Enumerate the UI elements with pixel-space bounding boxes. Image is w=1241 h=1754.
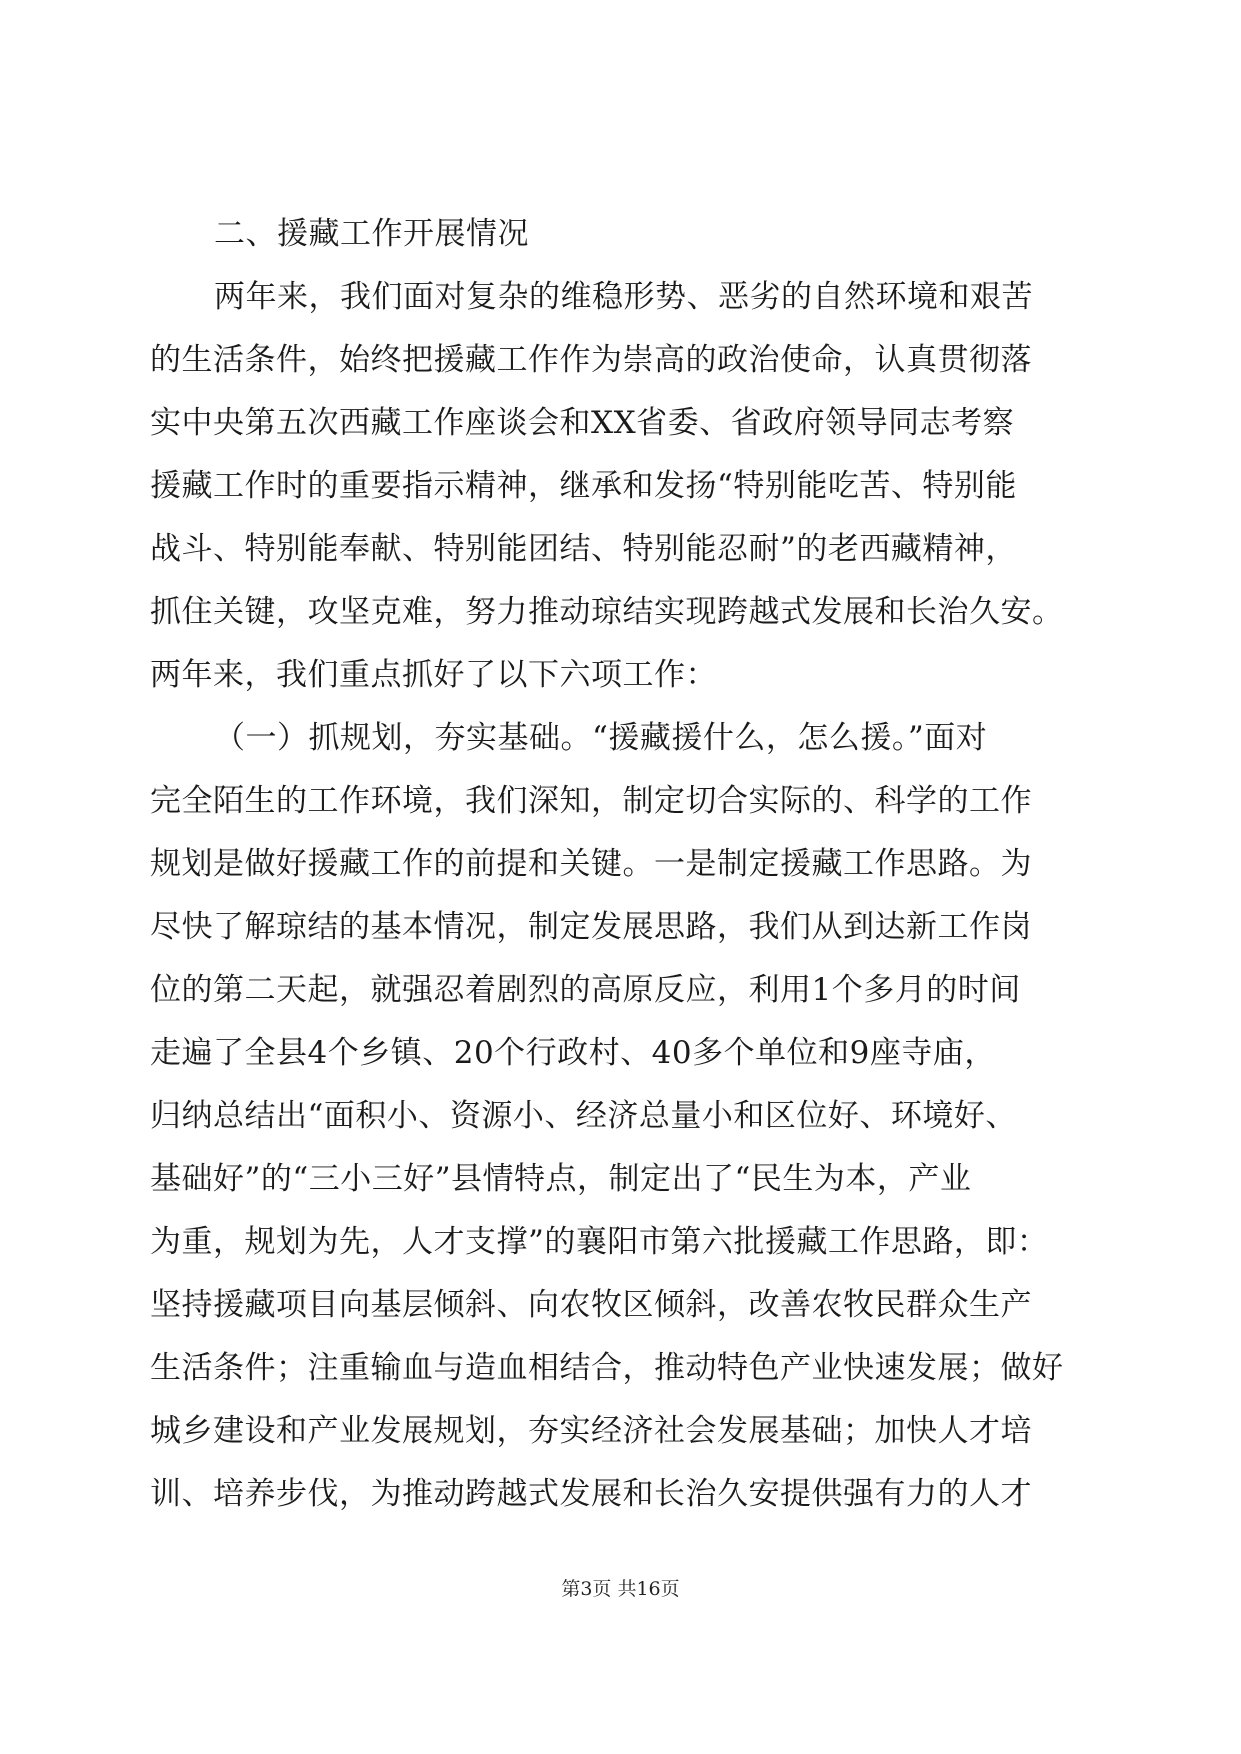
paragraph-line: 训、培养步伐，为推动跨越式发展和长治久安提供强有力的人才	[150, 1476, 1032, 1512]
paragraph-line: 战斗、特别能奉献、特别能团结、特别能忍耐”的老西藏精神，	[150, 531, 1017, 567]
paragraph-line: 位的第二天起，就强忍着剧烈的高原反应，利用1个多月的时间	[150, 972, 1021, 1008]
paragraph-line: 规划是做好援藏工作的前提和关键。一是制定援藏工作思路。为	[150, 846, 1032, 882]
paragraph-line: 基础好”的“三小三好”县情特点，制定出了“民生为本，产业	[150, 1161, 972, 1197]
page-number-footer: 第3页 共16页	[561, 1578, 680, 1600]
section-heading: 二、援藏工作开展情况	[214, 216, 529, 252]
paragraph-line: 归纳总结出“面积小、资源小、经济总量小和区位好、环境好、	[150, 1098, 1017, 1134]
paragraph-line: 抓住关键，攻坚克难，努力推动琼结实现跨越式发展和长治久安。	[150, 594, 1064, 630]
paragraph-line: 生活条件；注重输血与造血相结合，推动特色产业快速发展；做好	[150, 1350, 1064, 1386]
paragraph-line: 完全陌生的工作环境，我们深知，制定切合实际的、科学的工作	[150, 783, 1032, 819]
paragraph-line: 实中央第五次西藏工作座谈会和XX省委、省政府领导同志考察	[150, 405, 1015, 441]
paragraph-line: （一）抓规划，夯实基础。“援藏援什么，怎么援。”面对	[214, 720, 988, 756]
paragraph-line: 的生活条件，始终把援藏工作作为崇高的政治使命，认真贯彻落	[150, 342, 1032, 378]
paragraph-line: 城乡建设和产业发展规划，夯实经济社会发展基础；加快人才培	[150, 1413, 1032, 1449]
paragraph-line: 两年来，我们面对复杂的维稳形势、恶劣的自然环境和艰苦	[214, 279, 1033, 315]
paragraph-line: 为重，规划为先，人才支撑”的襄阳市第六批援藏工作思路，即：	[150, 1224, 1049, 1260]
paragraph-line: 两年来，我们重点抓好了以下六项工作：	[150, 657, 717, 693]
paragraph-line: 坚持援藏项目向基层倾斜、向农牧区倾斜，改善农牧民群众生产	[150, 1287, 1032, 1323]
paragraph-line: 走遍了全县4个乡镇、20个行政村、40多个单位和9座寺庙，	[150, 1035, 996, 1071]
paragraph-line: 尽快了解琼结的基本情况，制定发展思路，我们从到达新工作岗	[150, 909, 1032, 945]
paragraph-line: 援藏工作时的重要指示精神，继承和发扬“特别能吃苦、特别能	[150, 468, 1017, 504]
